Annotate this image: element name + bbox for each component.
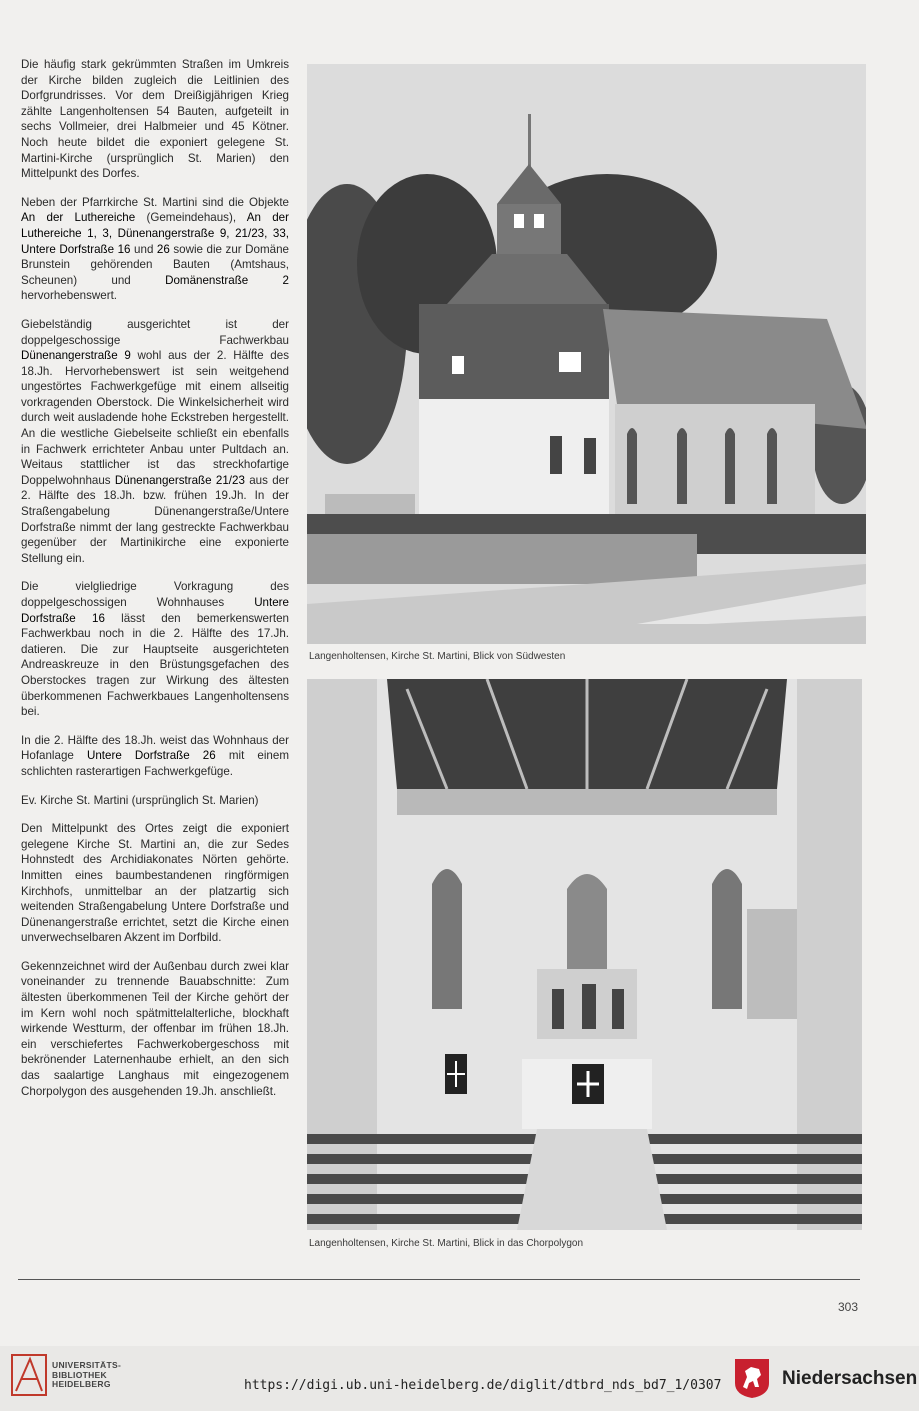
text-run: In die 2. Hälfte des 18.Jh. weist das Wohnhaus der Hofanlage (21, 733, 289, 763)
church-interior-photo (307, 679, 862, 1230)
main-text-column (21, 57, 289, 1112)
object-reference: An der Luthereiche (21, 211, 136, 225)
caption-exterior: Langenholtensen, Kirche St. Martini, Blick von Südwesten (309, 651, 566, 662)
text-run: Neben der Pfarrkirche St. Martini sind die Objekte (21, 195, 289, 209)
text-run: hervorhebenswert. (21, 289, 118, 303)
church-interior-illustration (307, 679, 862, 1230)
footer-rule (18, 1279, 860, 1280)
permalink-url[interactable]: https://digi.ub.uni-heidelberg.de/diglit/dtbrd_nds_bd7_1/0307 (244, 1378, 722, 1393)
text-run: Die vielgliedrige Vorkragung des doppelgeschossigen Wohnhauses (21, 580, 289, 609)
text-run: wohl aus der 2. Hälfte des 18.Jh. Hervorhebenswert ist sein weitgehend ungestörtes Fachwerkgefüge mit einem allseitig vorkragenden Oberstock. Die Winkelsicherheit wird durch weit ausladende hohe Eckstreben hergestellt. An die westliche Giebelseite schließt ein ebenfalls in Fachwerk errichteter Anbau unter Pultdach an. Weitaus stattlicher ist das streckhofartige Doppelwohnhaus (21, 349, 289, 487)
section-heading: Ev. Kirche St. Martini (ursprünglich St. Marien) (21, 793, 259, 807)
page-number: 303 (837, 1300, 858, 1314)
university-library-logo-icon[interactable] (10, 1353, 48, 1397)
paragraph-untere-dorfstrasse-16 (21, 579, 289, 719)
niedersachsen-label[interactable]: Niedersachsen (782, 1368, 918, 1389)
text-run: und (130, 242, 157, 256)
object-reference: Domänenstraße 2 (165, 273, 289, 287)
university-library-name[interactable] (52, 1361, 121, 1390)
uni-name-line: UNIVERSITÄTS- (52, 1360, 122, 1370)
text-run: (Gemeindehaus), (135, 211, 247, 225)
text-run: lässt den bemerkenswerten Fachwerkbau noch in die 2. Hälfte des 17.Jh. datieren. Die zur Hauptseite ausgerichteten Andreaskreuze in den Brüstungsgefachen des Oberstockes tragen zur Wirkung des ältesten überkommenen Fachwerkbaues Langenholtensens bei. (21, 611, 289, 719)
object-reference: Untere Dorfstraße 16 (21, 596, 289, 625)
paragraph-untere-dorfstrasse-26 (21, 733, 289, 780)
paragraph-church-center: Den Mittelpunkt des Ortes zeigt die exponiert gelegene Kirche St. Martini an, die zur Sedes Hohnstedt des Archidiakonates Nörten gehörte. Inmitten eines baumbestandenen ringförmigen Kirchhofs, unmittelbar an der platzartig sich weitenden Straßengabelung Untere Dorfstraße und Dünenangerstraße errichtet, setzt die Kirche einen unverwechselbaren Akzent im Dorfbild. (21, 822, 289, 945)
text-run: aus der 2. Hälfte des 18.Jh. bzw. frühen 19.Jh. In der Straßengabelung Dünenangerstraße/Untere Dorfstraße nimmt der lang gestreckte Fachwerkbau gegenüber der Martinikirche eine exponierte Stellung ein. (21, 473, 289, 565)
paragraph-village-layout: Die häufig stark gekrümmten Straßen im Umkreis der Kirche bilden zugleich die Leitlinien des Dorfgrundrisses. Vor dem Dreißigjährigen Krieg zählte Langenholtensen 54 Bauten, aufgeteilt in sechs Vollmeier, drei Halbmeier und 45 Kötner. Noch heute bildet die exponiert gelegene St. Martini-Kirche (ursprünglich St. Marien) den Mittelpunkt des Dorfes. (21, 58, 289, 181)
object-reference: An der Luthereiche 1, 3, Dünenangerstraße 9, 21/23, 33, Untere Dorfstraße 16 (21, 211, 289, 256)
text-run: mit einem schlichten rasterartigen Fachwerkgefüge. (21, 749, 289, 778)
object-reference: Untere Dorfstraße 26 (86, 749, 216, 763)
digitization-footer (0, 1346, 919, 1411)
niedersachsen-horse-logo-icon[interactable] (733, 1357, 771, 1399)
paragraph-church-exterior: Gekennzeichnet wird der Außenbau durch zwei klar voneinander zu trennende Bauabschnitte: Zum ältesten überkommenen Teil der Kirche gehört der im Kern wohl noch spätmittelalterliche, blockhaft wirkende Westturm, der offenbar im frühen 18.Jh. ein verschiefertes Fachwerkobergeschoss mit bekrönender Laternenhaube erhielt, an den sich das saalartige Langhaus mit eingezogenem Chorpolygon des ausgehenden 19.Jh. anschließt. (21, 959, 289, 1098)
church-exterior-illustration (307, 64, 866, 644)
text-run: sowie die zur Domäne Brunstein gehörenden Bauten (Amtshaus, Scheunen) und (21, 242, 289, 287)
paragraph-duenenanger (21, 317, 289, 567)
object-reference: Dünenangerstraße 21/23 (114, 473, 245, 487)
paragraph-notable-objects (21, 195, 289, 304)
uni-name-line: BIBLIOTHEK (52, 1369, 107, 1380)
object-reference: Dünenangerstraße 9 (21, 349, 131, 363)
object-reference: 26 (156, 242, 170, 256)
caption-interior: Langenholtensen, Kirche St. Martini, Blick in das Chorpolygon (309, 1238, 584, 1249)
church-exterior-photo (307, 64, 866, 644)
text-run: Giebelständig ausgerichtet ist der doppelgeschossige Fachwerkbau (21, 317, 289, 347)
uni-name-line: HEIDELBERG (52, 1379, 111, 1389)
